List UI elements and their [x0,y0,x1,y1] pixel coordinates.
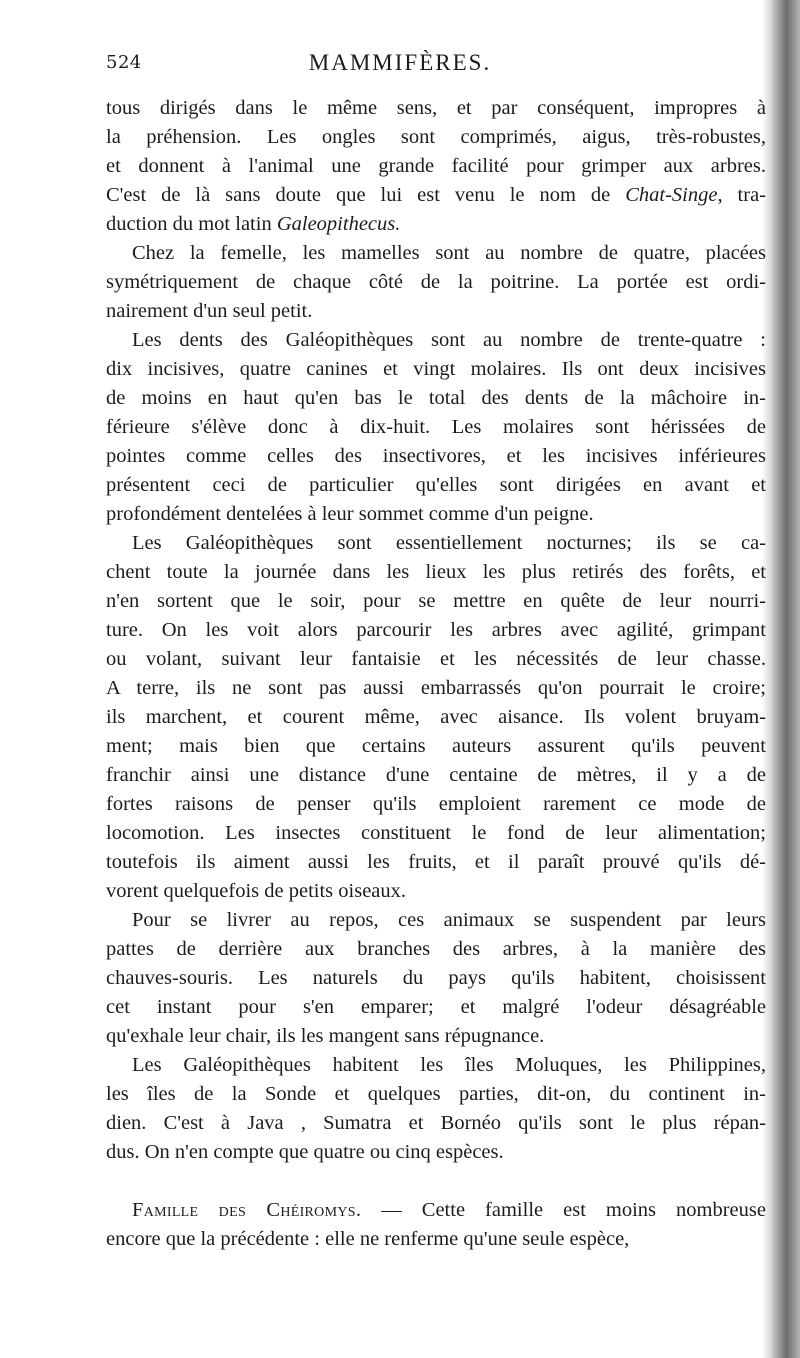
text-line: qu'exhale leur chair, ils les mangent sans répugnance. [106,1025,545,1047]
text-line: symétriquement de chaque côté de la poitrine. La portée est ordi- [106,271,766,293]
text-line: encore que la précédente : elle ne renferme qu'une seule espèce, [106,1228,630,1250]
text-line: ils marchent, et courent même, avec aisance. Ils volent bruyam- [106,706,766,728]
paragraph-start-line: Les dents des Galéopithèques sont au nombre de trente-quatre : [132,329,766,351]
text-line: nairement d'un seul petit. [106,300,313,322]
section-heading-line [106,1196,766,1225]
text-line: profondément dentelées à leur sommet comme d'un peigne. [106,503,594,525]
text-line: et donnent à l'animal une grande facilité pour grimper aux arbres. [106,155,766,177]
section-gap [106,1167,766,1196]
body-text [106,94,766,1254]
paragraph-start-line: Les Galéopithèques habitent les îles Moluques, les Philippines, [132,1054,766,1076]
text-line: cet instant pour s'en emparer; et malgré l'odeur désagréable [106,996,766,1018]
text-line: vorent quelquefois de petits oiseaux. [106,880,407,902]
paragraph-start-line: Chez la femelle, les mamelles sont au nombre de quatre, placées [132,242,766,264]
text-line: dien. C'est à Java , Sumatra et Bornéo qu'ils sont le plus répan- [106,1112,766,1134]
text-line: n'en sortent que le soir, pour se mettre en quête de leur nourri- [106,590,766,612]
text-segment: duction du mot latin [106,213,277,235]
text-line: dix incisives, quatre canines et vingt molaires. Ils ont deux incisives [106,358,766,380]
italic-term: Galeopithecus. [276,213,401,235]
text-line: franchir ainsi une distance d'une centaine de mètres, il y a de [106,764,766,786]
text-line: ou volant, suivant leur fantaisie et les nécessités de leur chasse. [106,648,766,670]
text-line: fortes raisons de penser qu'ils emploient rarement ce mode de [106,793,766,815]
text-segment: — Cette famille est moins nombreuse [361,1199,766,1221]
text-line: pattes de derrière aux branches des arbres, à la manière des [106,938,766,960]
text-line: A terre, ils ne sont pas aussi embarrassés qu'on pourrait le croire; [106,677,766,699]
text-line: toutefois ils aiment aussi les fruits, et il paraît prouvé qu'ils dé- [106,851,766,873]
page-number: 524 [106,52,142,73]
text-segment: C'est de là sans doute que lui est venu le nom de [106,184,626,206]
text-line: présentent ceci de particulier qu'elles sont dirigées en avant et [106,474,766,496]
paragraph-start-line: Pour se livrer au repos, ces animaux se suspendent par leurs [132,909,766,931]
text-line: la préhension. Les ongles sont comprimés, aigus, très-robustes, [106,126,766,148]
text-line: ment; mais bien que certains auteurs assurent qu'ils peuvent [106,735,766,757]
page-header [0,50,800,86]
text-line: chauves-souris. Les naturels du pays qu'ils habitent, choisissent [106,967,766,989]
paragraph-start-line: Les Galéopithèques sont essentiellement nocturnes; ils se ca- [132,532,766,554]
text-line: de moins en haut qu'en bas le total des dents de la mâchoire in- [106,387,766,409]
italic-term: Chat-Singe [625,184,718,206]
text-line: férieure s'élève donc à dix-huit. Les molaires sont hérissées de [106,416,766,438]
text-segment: , tra- [717,184,766,206]
text-line: les îles de la Sonde et quelques parties, dit-on, du continent in- [106,1083,766,1105]
running-title: MAMMIFÈRES. [308,50,492,75]
text-line: dus. On n'en compte que quatre ou cinq espèces. [106,1141,504,1163]
text-line: chent toute la journée dans les lieux les plus retirés des forêts, et [106,561,766,583]
text-line: ture. On les voit alors parcourir les arbres avec agilité, grimpant [106,619,766,641]
text-line: locomotion. Les insectes constituent le fond de leur alimentation; [106,822,766,844]
text-line [106,181,766,210]
scanned-page-edge [762,0,800,1358]
text-line [106,210,766,239]
text-line: tous dirigés dans le même sens, et par conséquent, impropres à [106,97,766,119]
section-heading: Famille des Chéiromys. [132,1199,362,1221]
text-line: pointes comme celles des insectivores, et les incisives inférieures [106,445,766,467]
